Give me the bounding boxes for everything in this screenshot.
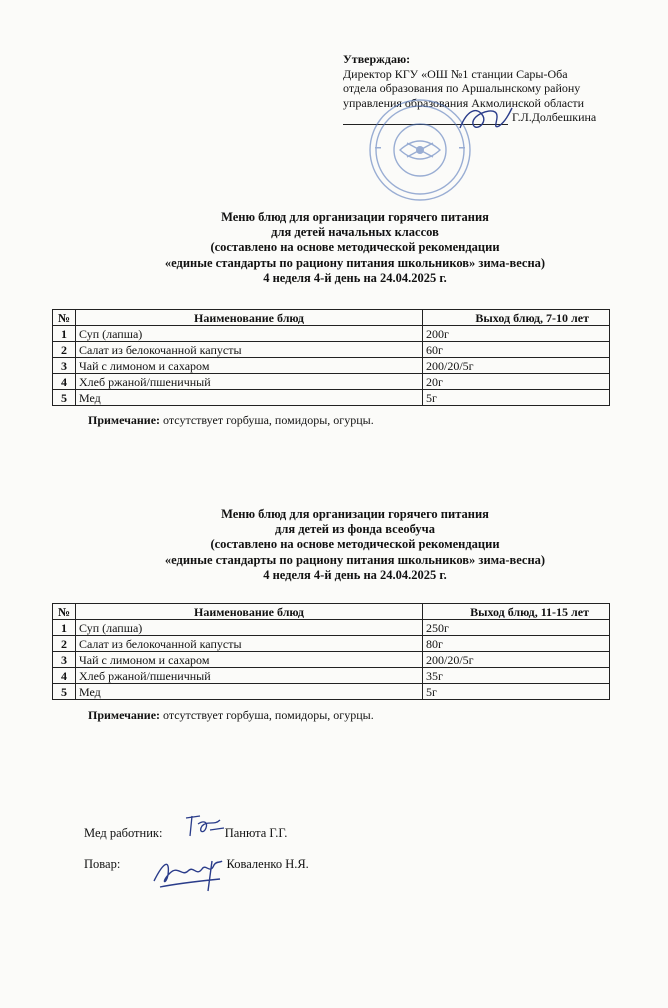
table-row — [53, 652, 610, 668]
column-header-num: № — [53, 310, 76, 326]
dish-output: 80г — [423, 636, 610, 652]
note-label: Примечание: — [88, 708, 161, 722]
approval-signer: Г.Л.Долбешкина — [512, 110, 597, 124]
row-num: 5 — [53, 684, 76, 700]
medic-label: Мед работник: — [84, 826, 163, 840]
row-num: 4 — [53, 668, 76, 684]
dish-output: 250г — [423, 620, 610, 636]
approval-line-1: Директор КГУ «ОШ №1 станции Сары-Оба — [343, 66, 568, 81]
table-row — [53, 326, 610, 342]
dish-output: 200г — [423, 326, 610, 342]
approval-line-3: управления образования Акмолинской области — [343, 95, 585, 110]
column-header-output: Выход блюд, 11-15 лет — [423, 604, 610, 620]
cook-label: Повар: — [84, 857, 121, 871]
dish-name: Салат из белокочанной капусты — [76, 636, 423, 652]
menu2-title-line: (составлено на основе методической рекомендации — [210, 537, 500, 552]
table-header-row — [53, 310, 610, 326]
row-num: 1 — [53, 620, 76, 636]
row-num: 3 — [53, 652, 76, 668]
dish-name: Хлеб ржаной/пшеничный — [76, 668, 423, 684]
row-num: 1 — [53, 326, 76, 342]
dish-name: Суп (лапша) — [76, 620, 423, 636]
row-num: 4 — [53, 374, 76, 390]
note-text: отсутствует горбуша, помидоры, огурцы. — [160, 708, 374, 722]
table-header-row — [53, 604, 610, 620]
dish-name: Чай с лимоном и сахаром — [76, 652, 423, 668]
dish-output: 60г — [423, 342, 610, 358]
cook-name: Коваленко Н.Я. — [226, 857, 309, 871]
table-row — [53, 668, 610, 684]
cook-signature-icon — [150, 855, 226, 893]
approval-line-2: отдела образования по Аршалынскому району — [343, 81, 581, 95]
medic-name: Панюта Г.Г. — [224, 826, 288, 840]
row-num: 2 — [53, 636, 76, 652]
approval-heading: Утверждаю: — [343, 52, 411, 66]
menu2-title-line: «единые стандарты по рациону питания школьников» зима-весна) — [164, 552, 546, 567]
dish-name: Мед — [76, 684, 423, 700]
dish-name: Хлеб ржаной/пшеничный — [76, 374, 423, 390]
table-row — [53, 390, 610, 406]
dish-name: Суп (лапша) — [76, 326, 423, 342]
dish-name: Салат из белокочанной капусты — [76, 342, 423, 358]
column-header-num: № — [53, 604, 76, 620]
dish-output: 5г — [423, 390, 610, 406]
row-num: 3 — [53, 358, 76, 374]
menu2-table — [52, 603, 610, 700]
director-signature-icon — [455, 102, 515, 136]
menu1-note — [88, 413, 374, 428]
menu2-note — [88, 708, 374, 723]
column-header-name: Наименование блюд — [76, 604, 423, 620]
row-num: 5 — [53, 390, 76, 406]
menu1-title — [60, 210, 650, 286]
table-row — [53, 636, 610, 652]
dish-output: 200/20/5г — [423, 652, 610, 668]
menu1-title-line: Меню блюд для организации горячего питания — [221, 210, 489, 224]
menu2-title — [60, 507, 650, 583]
menu1-title-line: для детей начальных классов — [271, 225, 439, 240]
column-header-output: Выход блюд, 7-10 лет — [423, 310, 610, 326]
dish-output: 35г — [423, 668, 610, 684]
dish-output: 200/20/5г — [423, 358, 610, 374]
menu1-title-line: 4 неделя 4-й день на 24.04.2025 г. — [263, 270, 447, 285]
note-text: отсутствует горбуша, помидоры, огурцы. — [160, 413, 374, 427]
table-row — [53, 374, 610, 390]
column-header-name: Наименование блюд — [76, 310, 423, 326]
menu1-title-line: (составлено на основе методической рекомендации — [210, 240, 500, 255]
note-label: Примечание: — [88, 413, 161, 427]
row-num: 2 — [53, 342, 76, 358]
table-row — [53, 684, 610, 700]
table-row — [53, 620, 610, 636]
menu2-title-line: Меню блюд для организации горячего питания — [221, 507, 489, 521]
menu1-table — [52, 309, 610, 406]
dish-name: Мед — [76, 390, 423, 406]
dish-name: Чай с лимоном и сахаром — [76, 358, 423, 374]
dish-output: 5г — [423, 684, 610, 700]
menu2-title-line: 4 неделя 4-й день на 24.04.2025 г. — [263, 567, 447, 582]
menu2-title-line: для детей из фонда всеобуча — [275, 522, 435, 537]
menu1-title-line: «единые стандарты по рациону питания школьников» зима-весна) — [164, 255, 546, 270]
table-row — [53, 358, 610, 374]
dish-output: 20г — [423, 374, 610, 390]
table-row — [53, 342, 610, 358]
medic-signature-icon — [180, 810, 228, 842]
